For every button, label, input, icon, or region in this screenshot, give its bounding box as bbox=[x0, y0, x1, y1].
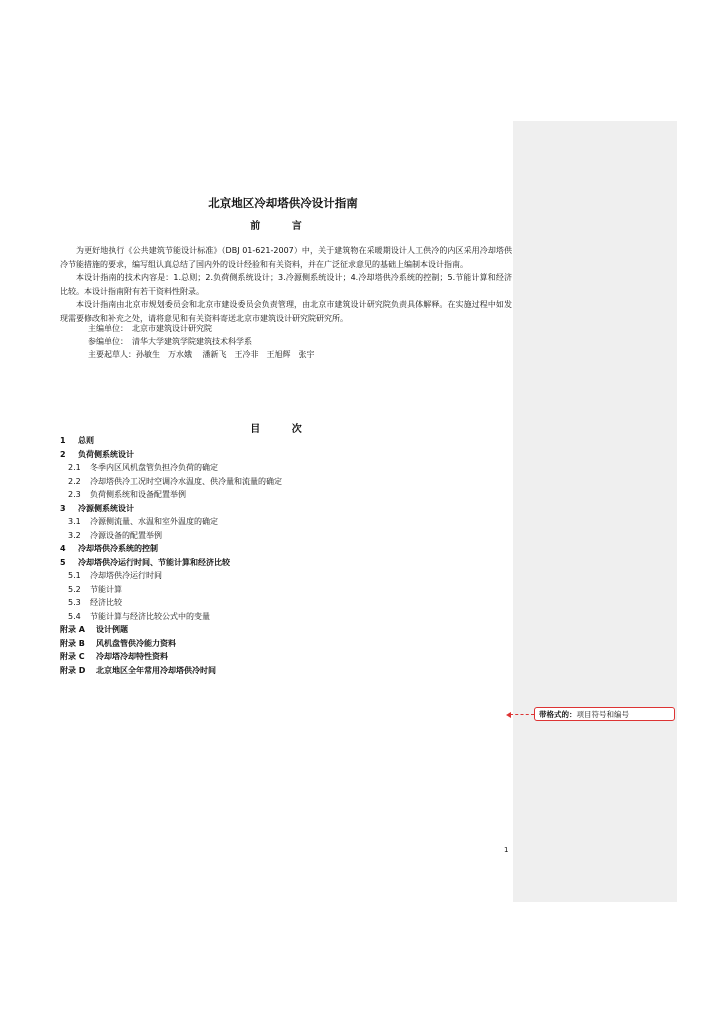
main-drafters: 主要起草人：孙敏生 万水娥 潘新飞 王冷非 王旭辉 张宇 bbox=[88, 350, 315, 359]
page-number: 1 bbox=[504, 846, 509, 854]
preface-paragraph-3: 本设计指南由北京市规划委员会和北京市建设委员会负责管理，由北京市建筑设计研究院负责具体解释。在实施过程中如发现需要修改和补充之处，请将意见和有关资料寄送北京市建筑设计研究院研究所。 bbox=[60, 300, 512, 323]
format-comment-balloon[interactable] bbox=[534, 707, 675, 721]
toc-heading: 目 次 bbox=[250, 424, 316, 435]
toc-item[interactable]: 1 总则 bbox=[60, 436, 94, 445]
toc-item[interactable]: 3 冷源侧系统设计 bbox=[60, 503, 134, 513]
toc-item[interactable]: 附录 D 北京地区全年常用冷却塔供冷时间 bbox=[60, 665, 216, 675]
toc-item[interactable]: 5.4 节能计算与经济比较公式中的变量 bbox=[68, 611, 210, 621]
comment-leader-line bbox=[510, 714, 534, 715]
markup-pane bbox=[513, 121, 677, 902]
toc-item[interactable]: 2.2 冷却塔供冷工况时空调冷水温度、供冷量和流量的确定 bbox=[68, 476, 282, 486]
toc-item[interactable]: 2.1 冬季内区风机盘管负担冷负荷的确定 bbox=[68, 463, 218, 472]
preface-paragraph-2: 本设计指南的技术内容是：1.总则；2.负荷侧系统设计；3.冷源侧系统设计；4.冷却塔供冷系统的控制；5.节能计算和经济比较。本设计指南附有若干资料性附录。 bbox=[60, 273, 512, 296]
participating-unit: 参编单位： 清华大学建筑学院建筑技术科学系 bbox=[88, 337, 252, 346]
preface-body bbox=[60, 244, 512, 326]
toc-item[interactable]: 3.1 冷源侧流量、水温和室外温度的确定 bbox=[68, 517, 218, 526]
toc-item[interactable]: 5.3 经济比较 bbox=[68, 598, 122, 607]
table-of-contents bbox=[60, 434, 282, 677]
comment-label: 带格式的： bbox=[539, 710, 577, 719]
toc-item[interactable]: 2 负荷侧系统设计 bbox=[60, 449, 134, 459]
comment-anchor-arrow bbox=[506, 712, 511, 718]
toc-item[interactable]: 5.2 节能计算 bbox=[68, 584, 122, 594]
toc-item[interactable]: 5 冷却塔供冷运行时间、节能计算和经济比较 bbox=[60, 557, 230, 567]
toc-item[interactable]: 附录 C 冷却塔冷却特性资料 bbox=[60, 652, 168, 661]
toc-item[interactable]: 4 冷却塔供冷系统的控制 bbox=[60, 544, 158, 553]
comment-text: 项目符号和编号 bbox=[576, 710, 629, 719]
toc-item[interactable]: 5.1 冷却塔供冷运行时间 bbox=[68, 571, 162, 580]
toc-item[interactable]: 附录 B 风机盘管供冷能力资料 bbox=[60, 638, 176, 648]
document-title: 北京地区冷却塔供冷设计指南 bbox=[208, 196, 358, 210]
toc-item[interactable]: 3.2 冷源设备的配置举例 bbox=[68, 530, 162, 540]
preface-heading: 前 言 bbox=[250, 221, 316, 232]
toc-item[interactable]: 附录 A 设计例题 bbox=[60, 625, 128, 634]
preface-paragraph-1: 为更好地执行《公共建筑节能设计标准》（DBJ 01-621-2007）中，关于建筑物在采暖期设计人工供冷的内区采用冷却塔供冷节能措施的要求，编写组认真总结了国内外的设计经验和有关资料，并在广泛征求意见的基础上编制本设计指南。 bbox=[60, 246, 512, 269]
toc-item[interactable]: 2.3 负荷侧系统和设备配置举例 bbox=[68, 490, 186, 499]
chief-editor-unit: 主编单位： 北京市建筑设计研究院 bbox=[88, 324, 212, 333]
